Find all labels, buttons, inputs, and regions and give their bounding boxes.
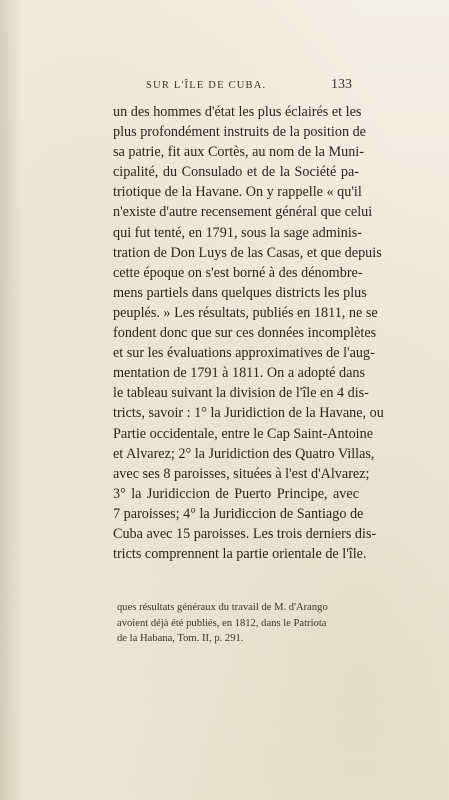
text-line: et Alvarez; 2° la Juridiction des Quatro Villas, <box>113 445 375 462</box>
gutter-shadow <box>0 0 22 800</box>
text-line: qui fut tenté, en 1791, sous la sage adminis- <box>113 224 363 241</box>
text-line: mentation de 1791 à 1811. On a adopté dans <box>113 365 366 382</box>
text-line: mens partiels dans quelques districts les plus <box>113 284 367 301</box>
footnote-line: de la Habana, Tom. II, p. 291. <box>117 633 244 645</box>
body-text <box>113 102 384 564</box>
page-number: 133 <box>331 77 352 92</box>
text-line: cipalité, du Consulado et de la Société pa- <box>113 164 359 181</box>
text-line: 7 paroisses; 4° la Juridiccion de Santiago de <box>113 505 364 522</box>
text-line: et sur les évaluations approximatives de l'aug- <box>113 345 375 362</box>
text-line: plus profondément instruits de la position de <box>113 124 366 141</box>
text-line: tricts comprennent la partie orientale de l'île. <box>113 546 367 563</box>
text-line: cette époque on s'est borné à des dénombre- <box>113 264 363 281</box>
text-line: un des hommes d'état les plus éclairés et les <box>113 104 362 120</box>
text-line: le tableau suivant la division de l'île en 4 dis- <box>113 385 369 402</box>
text-line: tricts, savoir : 1° la Juridiction de la Havane, ou <box>113 405 384 422</box>
text-line: fondent donc que sur ces données incomplètes <box>113 325 377 342</box>
text-line: Partie occidentale, entre le Cap Saint-Antoine <box>113 425 374 442</box>
text-line: tration de Don Luys de las Casas, et que depuis <box>113 244 382 261</box>
footnote <box>117 600 359 647</box>
footnote-line: avoient déjà été publiés, en 1812, dans le Patriota <box>117 617 327 629</box>
text-line: Cuba avec 15 paroisses. Les trois derniers dis- <box>113 525 377 542</box>
text-line: sa patrie, fit aux Cortès, au nom de la Muni- <box>113 144 364 161</box>
text-line: triotique de la Havane. On y rappelle « qu'il <box>113 184 362 201</box>
text-line: n'existe d'autre recensement général que celui <box>113 204 373 221</box>
text-line: peuplés. » Les résultats, publiés en 1811, ne se <box>113 304 378 321</box>
text-line: avec ses 8 paroisses, situées à l'est d'Alvarez; <box>113 465 370 482</box>
running-head: SUR L'ÎLE DE CUBA. <box>146 80 267 91</box>
text-line: 3° la Juridiccion de Puerto Principe, avec <box>113 485 359 502</box>
footnote-line: ques résultats généraux du travail de M. d'Arango <box>117 602 328 613</box>
